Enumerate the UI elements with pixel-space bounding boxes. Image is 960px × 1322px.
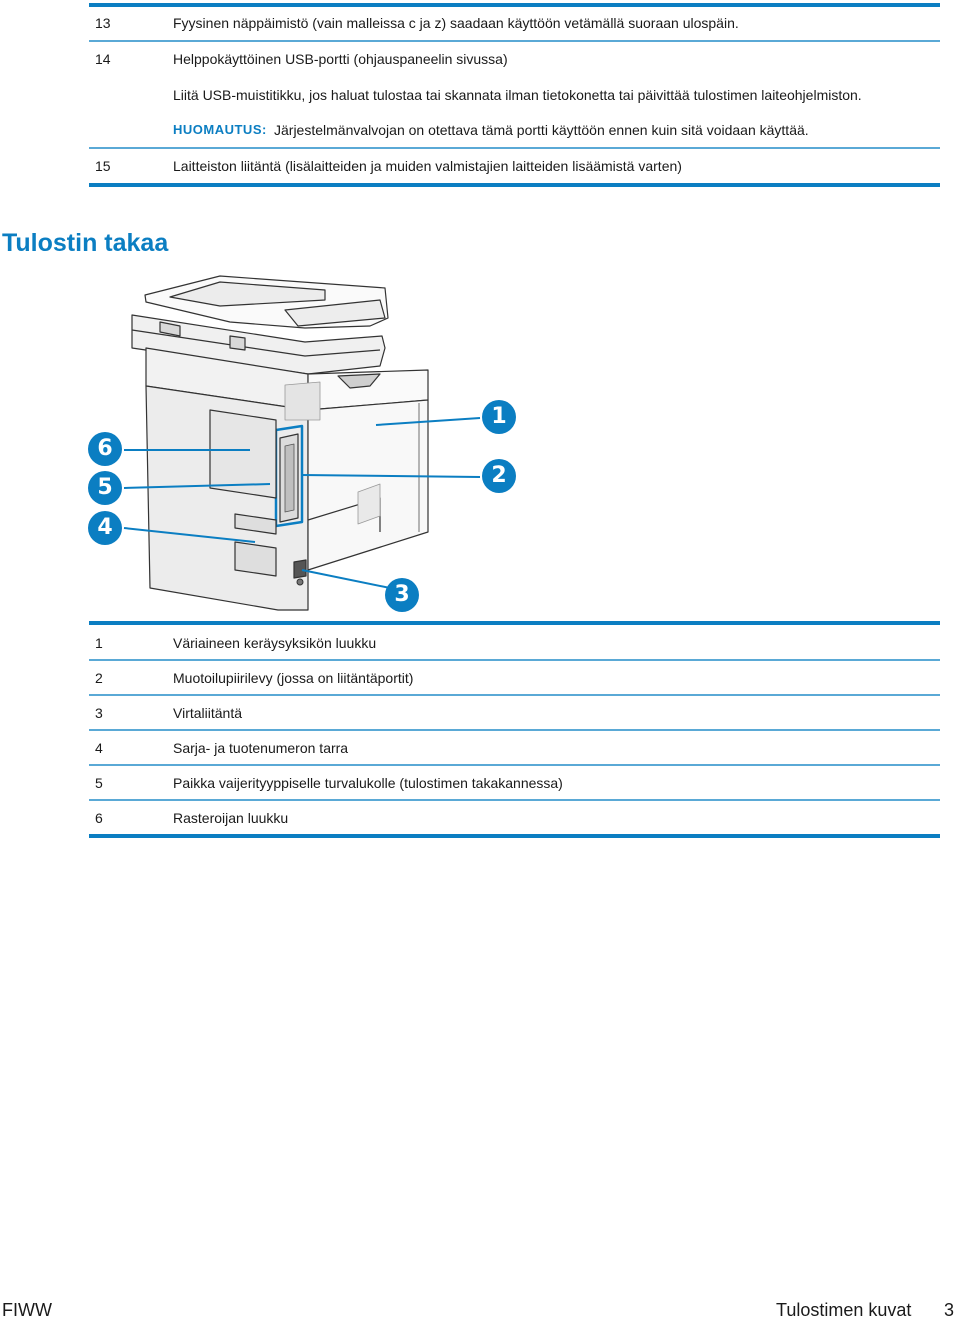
legend-table-rule-top [89, 621, 940, 625]
row-14-number: 14 [95, 51, 111, 67]
row-14-text: Helppokäyttöinen USB-portti (ohjauspaneelin sivussa) [173, 51, 508, 67]
legend-number: 2 [95, 670, 103, 686]
row-15-text: Laitteiston liitäntä (lisälaitteiden ja muiden valmistajien laitteiden lisäämistä varten) [173, 158, 682, 174]
row-15-number: 15 [95, 158, 111, 174]
legend-text: Sarja- ja tuotenumeron tarra [173, 740, 349, 756]
callout-5: 5 [88, 471, 122, 505]
top-table-divider [89, 147, 940, 149]
legend-number: 5 [95, 775, 103, 791]
row-14-description: Liitä USB-muistitikku, jos haluat tulostaa tai skannata ilman tietokonetta tai päivittää tulostimen laiteohjelmiston. [173, 87, 862, 103]
section-title: Tulostin takaa [2, 229, 169, 257]
printer-rear-illustration [80, 270, 540, 620]
legend-text: Rasteroijan luukku [173, 810, 289, 826]
legend-divider [89, 799, 940, 801]
printer-drawing [80, 270, 540, 620]
legend-divider [89, 659, 940, 661]
top-table-rule-bottom [89, 183, 940, 187]
top-table-rule-top [89, 3, 940, 7]
footer-page-number: 3 [944, 1300, 955, 1320]
legend-divider [89, 764, 940, 766]
legend-text: Virtaliitäntä [173, 705, 243, 721]
row-13-text: Fyysinen näppäimistö (vain malleissa c ja z) saadaan käyttöön vetämällä suoraan ulospäin. [173, 15, 739, 31]
legend-number: 3 [95, 705, 103, 721]
callout-6: 6 [88, 432, 122, 466]
callout-2: 2 [482, 459, 516, 493]
legend-number: 4 [95, 740, 103, 756]
note-text: Järjestelmänvalvojan on otettava tämä portti käyttöön ennen kuin sitä voidaan käyttää. [274, 122, 809, 138]
legend-table-rule-bottom [89, 834, 940, 838]
legend-text: Muotoilupiirilevy (jossa on liitäntäportit) [173, 670, 414, 686]
legend-divider [89, 694, 940, 696]
note-label: HUOMAUTUS: [173, 122, 267, 137]
top-table-divider [89, 40, 940, 42]
legend-number: 6 [95, 810, 103, 826]
legend-text: Paikka vaijerityyppiselle turvalukolle (tulostimen takakannessa) [173, 775, 563, 791]
callout-3: 3 [385, 578, 419, 612]
row-13-number: 13 [95, 15, 111, 31]
footer-chapter-title: Tulostimen kuvat [776, 1300, 912, 1320]
callout-4: 4 [88, 511, 122, 545]
legend-divider [89, 729, 940, 731]
footer-left-label: FIWW [2, 1300, 52, 1320]
legend-text: Väriaineen keräysyksikön luukku [173, 635, 377, 651]
legend-number: 1 [95, 635, 103, 651]
callout-1: 1 [482, 400, 516, 434]
